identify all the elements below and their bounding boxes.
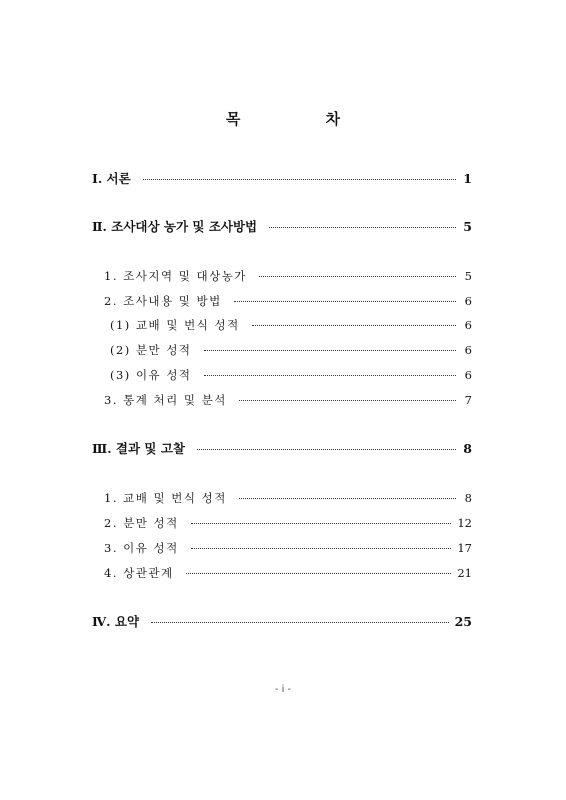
toc-entry-page: 25 bbox=[454, 614, 472, 629]
toc-entry-label: Ⅰ. 서론 bbox=[92, 171, 131, 186]
toc-entry-label: Ⅱ. 조사대상 농가 및 조사방법 bbox=[92, 219, 258, 234]
toc-entry-weaning[interactable] bbox=[110, 366, 472, 384]
toc-entry-results-farrowing[interactable] bbox=[104, 514, 472, 532]
toc-leader-dots bbox=[269, 227, 456, 228]
toc-leader-dots bbox=[252, 325, 456, 326]
toc-leader-dots bbox=[191, 523, 452, 524]
toc-leader-dots bbox=[151, 622, 449, 623]
toc-entry-label: (3) 이유 성적 bbox=[110, 368, 192, 382]
toc-entry-label: 1. 조사지역 및 대상농가 bbox=[104, 269, 247, 283]
toc-entry-page: 5 bbox=[463, 219, 472, 234]
toc-entry-results-mating[interactable] bbox=[104, 489, 472, 507]
toc-entry-results-weaning[interactable] bbox=[104, 539, 472, 557]
toc-leader-dots bbox=[186, 573, 452, 574]
toc-entry-page: 6 bbox=[464, 368, 472, 382]
toc-leader-dots bbox=[204, 350, 456, 351]
toc-entry-label: (1) 교배 및 번식 성적 bbox=[110, 318, 240, 332]
toc-entry-label: (2) 분만 성적 bbox=[110, 343, 192, 357]
toc-entry-label: Ⅳ. 요약 bbox=[92, 614, 140, 629]
toc-entry-label: 3. 이유 성적 bbox=[104, 541, 179, 555]
toc-leader-dots bbox=[204, 375, 456, 376]
toc-entry-page: 5 bbox=[464, 269, 472, 283]
toc-entry-label: 3. 통계 처리 및 분석 bbox=[104, 393, 227, 407]
toc-entry-page: 8 bbox=[463, 441, 472, 456]
toc-leader-dots bbox=[143, 179, 456, 180]
toc-entry-farrowing[interactable] bbox=[110, 341, 472, 359]
toc-leader-dots bbox=[234, 301, 456, 302]
toc-leader-dots bbox=[191, 548, 452, 549]
toc-entry-page: 6 bbox=[464, 343, 472, 357]
toc-entry-page: 8 bbox=[464, 491, 472, 505]
toc-entry-page: 17 bbox=[457, 541, 472, 555]
toc-entry-page: 6 bbox=[464, 294, 472, 308]
toc-entry-page: 21 bbox=[457, 566, 472, 580]
toc-leader-dots bbox=[197, 449, 456, 450]
toc-title: 목 차 bbox=[225, 110, 381, 128]
toc-entry-page: 1 bbox=[463, 171, 472, 186]
toc-entry-label: 2. 조사내용 및 방법 bbox=[104, 294, 222, 308]
toc-entry-subjects-and-methods[interactable] bbox=[92, 218, 472, 236]
toc-leader-dots bbox=[239, 400, 456, 401]
toc-entry-page: 12 bbox=[457, 516, 472, 530]
toc-leader-dots bbox=[239, 498, 456, 499]
toc-entry-label: 2. 분만 성적 bbox=[104, 516, 179, 530]
toc-leader-dots bbox=[259, 276, 456, 277]
toc-entry-introduction[interactable] bbox=[92, 170, 472, 188]
toc-entry-survey-area[interactable] bbox=[104, 267, 472, 285]
toc-entry-statistics[interactable] bbox=[104, 391, 472, 409]
toc-entry-page: 7 bbox=[464, 393, 472, 407]
toc-entry-label: 1. 교배 및 번식 성적 bbox=[104, 491, 227, 505]
toc-entry-summary[interactable] bbox=[92, 613, 472, 631]
page-number-footer: - i - bbox=[274, 684, 292, 695]
toc-entry-page: 6 bbox=[464, 318, 472, 332]
toc-entry-label: 4. 상관관계 bbox=[104, 566, 174, 580]
toc-entry-survey-content[interactable] bbox=[104, 292, 472, 310]
toc-entry-mating-breeding[interactable] bbox=[110, 316, 472, 334]
toc-entry-results[interactable] bbox=[92, 440, 472, 458]
toc-entry-label: Ⅲ. 결과 및 고찰 bbox=[92, 441, 186, 456]
toc-entry-correlation[interactable] bbox=[104, 564, 472, 582]
